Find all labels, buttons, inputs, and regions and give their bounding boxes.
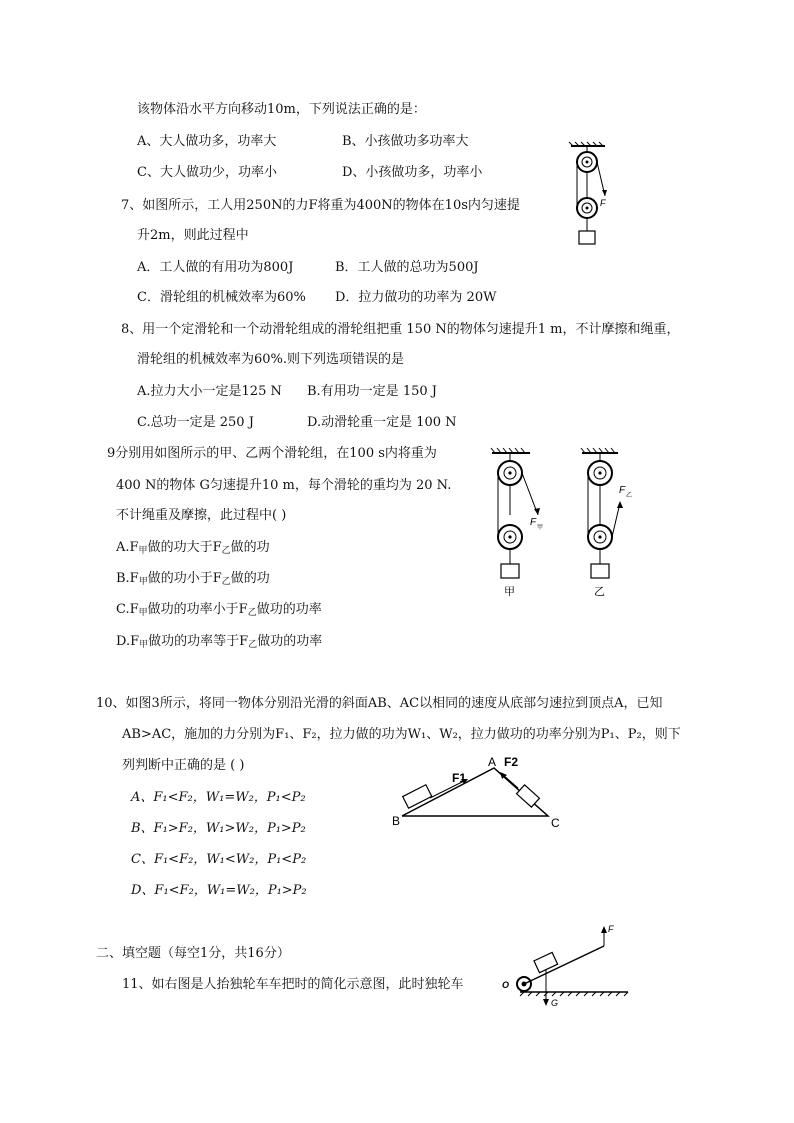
q10-stem-line2: AB>AC，施加的力分别为F₁、F₂，拉力做的功为W₁、W₂，拉力做功的功率分别为P₁、P₂，则下 [122, 727, 681, 742]
q8-stem-line2: 滑轮组的机械效率为60%.则下列选项错误的是 [137, 352, 405, 367]
q6-stem-cont: 该物体沿水平方向移动10m，下列说法正确的是： [137, 102, 426, 117]
section2-title: 二、填空题（每空1分，共16分） [96, 946, 290, 961]
q10-option-a: A、F₁<F₂，W₁=W₂，P₁<P₂ [131, 790, 306, 805]
q9-yi-force-label: F [619, 485, 626, 496]
q8-option-a: A.拉力大小一定是125 N [137, 384, 282, 399]
q10-force-f2: F2 [504, 755, 519, 769]
q7-option-a: A．工人做的有用功为800J [137, 260, 294, 275]
q11-gravity-g: G [551, 998, 559, 1008]
q10-vertex-b: B [392, 814, 401, 828]
q8-option-c: C.总功一定是 250 J [137, 415, 254, 430]
q9-jia-label: 甲 [504, 586, 515, 598]
q9-stem-line2: 400 N的物体 G匀速提升10 m，每个滑轮的重均为 20 N. [116, 478, 452, 493]
q7-option-b: B．工人做的总功为500J [335, 260, 479, 275]
q10-vertex-c: C [551, 816, 560, 830]
q9-option-c: $C.F_甲$做功的功率小于$F_乙$做功的功率 [116, 602, 322, 618]
q9-option-b: $B.F_甲$做的功小于$F_乙$做的功 [116, 571, 270, 587]
q10-incline-figure [388, 752, 578, 832]
q9-yi-force-sub: 乙 [626, 493, 633, 499]
q9-jia-force-label: F [530, 517, 537, 528]
q10-vertex-a: A [488, 755, 497, 769]
q7-pulley-figure [565, 140, 625, 250]
q8-stem-line1: 8、用一个定滑轮和一个动滑轮组成的滑轮组把重 150 N的物体匀速提升1 m，不计摩擦和绳重， [121, 322, 680, 337]
q9-stem-line1: 9分别用如图所示的甲、乙两个滑轮组，在100 s内将重为 [107, 446, 437, 461]
q9-stem-line3: 不计绳重及摩擦，此过程中( ) [116, 508, 287, 523]
q7-stem-line1: 7、如图所示，工人用250N的力F将重为400N的物体在10s内匀速提 [121, 198, 520, 213]
q11-wheelbarrow-figure [496, 922, 636, 1012]
q8-option-b: B.有用功一定是 150 J [307, 384, 437, 399]
q11-stem: 11、如右图是人抬独轮车车把时的简化示意图，此时独轮车 [122, 977, 464, 992]
q8-option-d: D.动滑轮重一定是 100 N [307, 415, 457, 430]
q6-option-a: A、大人做功多，功率大 [137, 134, 277, 149]
q7-force-label: F [600, 198, 606, 208]
q6-option-d: D、小孩做功多，功率小 [342, 165, 483, 180]
q9-pulley-figures [480, 445, 660, 605]
q7-option-c: C．滑轮组的机械效率为60% [137, 290, 306, 305]
q6-option-b: B、小孩做功多功率大 [342, 134, 469, 149]
q6-option-c: C、大人做功少，功率小 [137, 165, 277, 180]
q10-stem-line3: 列判断中正确的是 ( ) [122, 758, 245, 773]
q10-option-b: B、F₁>F₂，W₁>W₂，P₁>P₂ [131, 821, 306, 836]
q10-option-d: D、F₁<F₂，W₁=W₂，P₁>P₂ [131, 883, 307, 898]
q9-option-d: $D.F_甲$做功的功率等于$F_乙$做功的功率 [116, 634, 323, 650]
q10-force-f1: F1 [452, 771, 467, 785]
q7-option-d: D．拉力做功的功率为 20W [335, 290, 497, 305]
q9-yi-label: 乙 [594, 586, 605, 598]
q11-force-f: F [608, 924, 614, 934]
q11-pivot-o: O [502, 980, 510, 990]
q9-jia-force-sub: 甲 [537, 525, 544, 531]
q7-stem-line2: 升2m，则此过程中 [137, 228, 249, 243]
q10-option-c: C、F₁<F₂，W₁<W₂，P₁<P₂ [131, 852, 307, 867]
q9-option-a: $A.F_甲$做的功大于$F_乙$做的功 [116, 540, 270, 556]
q10-stem-line1: 10、如图3所示，将同一物体分别沿光滑的斜面AB、AC以相同的速度从底部匀速拉到顶点A，已知 [96, 696, 663, 711]
